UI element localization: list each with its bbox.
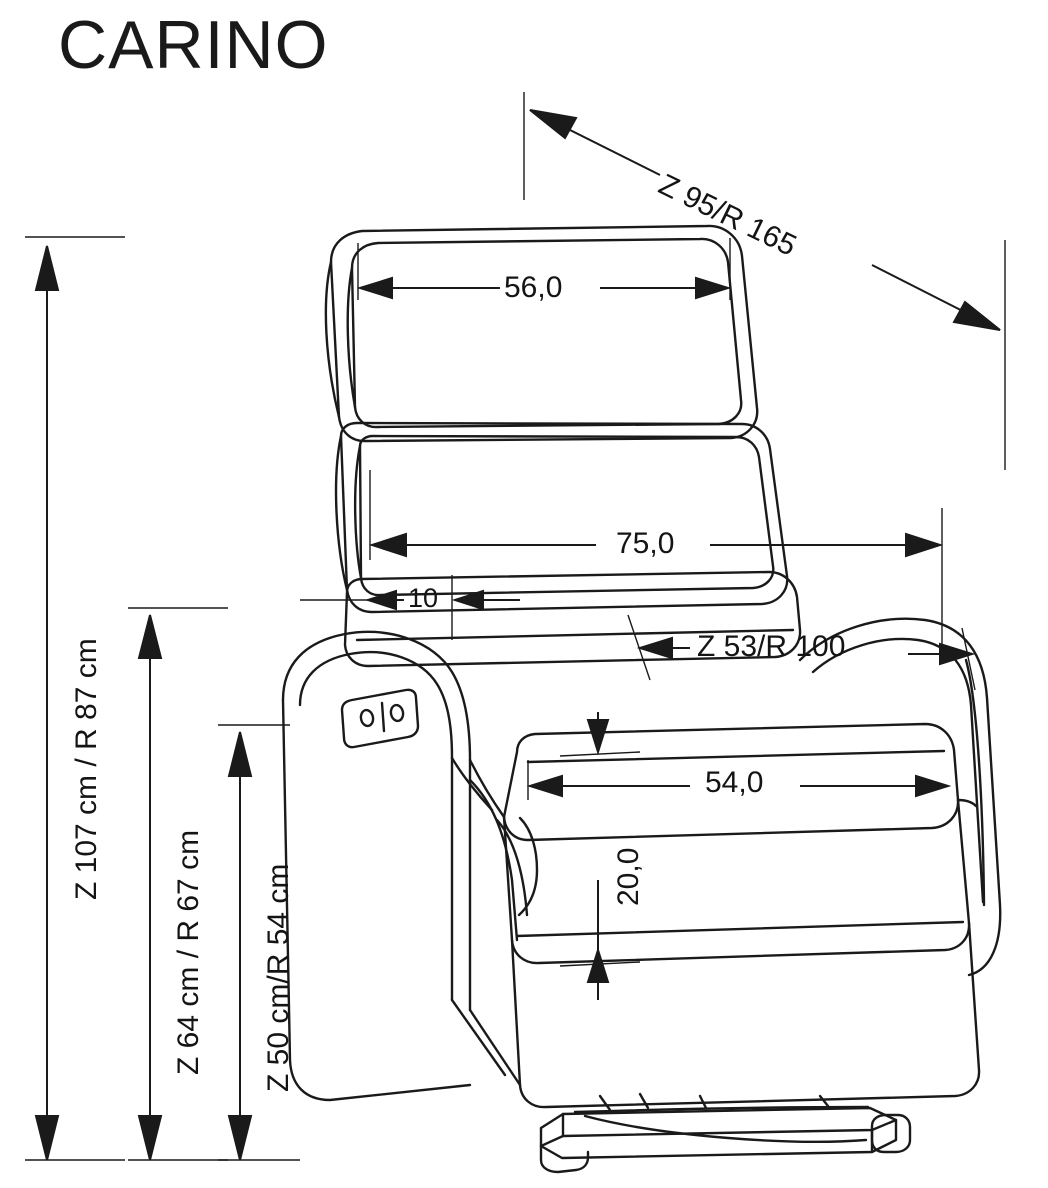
dimension-seat-width: 54,0	[705, 766, 764, 799]
dimension-seat-height: Z 50 cm/R 54 cm	[262, 863, 295, 1092]
dimension-seat-depth: Z 53/R 100	[697, 630, 846, 663]
dimension-overall-depth: Z 95/R 165	[653, 168, 802, 263]
page-title: CARINO	[58, 7, 329, 83]
dimension-back-height: Z 64 cm / R 67 cm	[172, 829, 205, 1075]
dimension-seat-thickness: 20,0	[612, 847, 645, 906]
dimension-overall-width: 75,0	[616, 527, 675, 560]
dimension-backrest-width: 56,0	[504, 271, 563, 304]
dimension-armrest-gap: 10	[408, 583, 439, 613]
dimension-total-height: Z 107 cm / R 87 cm	[70, 638, 103, 900]
